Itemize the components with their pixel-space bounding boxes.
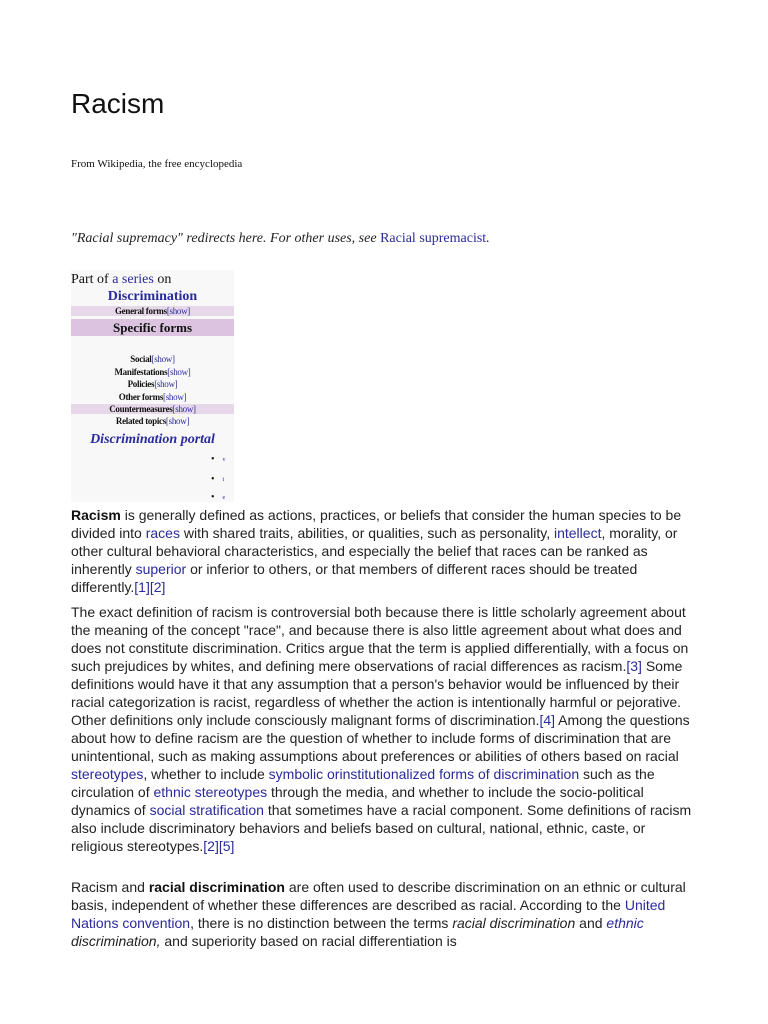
sidebar-row-label: Other forms (118, 392, 164, 402)
paragraph-definition (71, 603, 701, 855)
text-run: through the media, and whether to include the socio-political dynamics of (71, 784, 644, 818)
text-run: Racism and (71, 879, 149, 895)
citation-3[interactable]: [3] (626, 658, 642, 674)
citation-5[interactable]: [5] (218, 838, 235, 854)
sidebar-bullet-t: • t (211, 474, 225, 485)
sidebar-bullet-e: • e (211, 492, 226, 503)
paragraph-intro (71, 506, 701, 596)
hatnote-text: "Racial supremacy" redirects here. For other uses, see (71, 231, 381, 246)
text-run: or inferior to others, or that members of different races should be treated differently. (71, 561, 638, 595)
view-template-link[interactable]: v (222, 456, 226, 463)
paragraph-discrimination (71, 878, 701, 950)
text-run: , there is no distinction between the terms (190, 915, 453, 931)
page-tagline: From Wikipedia, the free encyclopedia (71, 158, 243, 170)
sidebar-row-manifestations (71, 367, 234, 377)
superior-link[interactable]: superior (135, 561, 187, 577)
text-run: and superiority based on racial differentiation is (160, 933, 457, 949)
symbolic-link[interactable]: symbolic or (268, 766, 340, 782)
races-link[interactable]: races (145, 525, 180, 541)
text-run: , whether to include (143, 766, 269, 782)
sidebar-row-label: General forms (114, 306, 167, 316)
show-toggle[interactable]: [show] (163, 392, 187, 402)
series-sidebar (71, 270, 234, 502)
show-toggle[interactable]: [show] (151, 354, 175, 364)
talk-template-link[interactable]: t (222, 476, 225, 483)
citation-2[interactable]: [2] (149, 579, 166, 595)
social-stratification-link[interactable]: social stratification (149, 802, 264, 818)
text-run: that sometimes have a racial component. Some definitions of racism also include discriminatory behaviors and beliefs based on cultural, national, ethnic, caste, or religious stereotypes. (71, 802, 692, 854)
citation-4[interactable]: [4] (539, 712, 556, 728)
text-run: Some definitions would have it that any assumption that a person's behavior would be influenced by their racial categorization is racist, regardless of whether the action is intentionally harmful or pejorative. Other definitions only include consciously malignant forms of discrimination. (71, 658, 683, 728)
text-run: with shared traits, abilities, or qualities, such as personality, (179, 525, 554, 541)
part-of-text: Part of (71, 272, 113, 287)
intellect-link[interactable]: intellect (553, 525, 602, 541)
show-toggle[interactable]: [show] (165, 416, 190, 426)
ethnic-stereotypes-link[interactable]: ethnic stereotypes (153, 784, 268, 800)
text-run: such as the circulation of (71, 766, 655, 800)
text-run: The exact definition of racism is controversial both because there is little scholarly agreement about the meaning of the concept "race", and because there is also little agreement about what does and does not constitute discrimination. Critics argue that the term is applied differentially, with a focus on such prejudices by whites, and defining mere observations of racial differences as racism. (71, 604, 689, 674)
citation-1[interactable]: [1] (134, 579, 150, 595)
sidebar-row-label: Social (130, 354, 152, 364)
sidebar-row-other-forms (71, 392, 234, 402)
sidebar-specific-forms: Specific forms (71, 319, 234, 336)
institutionalized-discrimination-link[interactable]: institutionalized forms of discrimination (339, 766, 580, 782)
sidebar-row-label: Manifestations (114, 367, 168, 377)
show-toggle[interactable]: [show] (167, 367, 191, 377)
united-nations-convention-link[interactable]: United Nations convention (71, 897, 666, 931)
text-run: are often used to describe discrimination on an ethnic or cultural basis, independent of whether these differences are described as racial. According to the (71, 879, 686, 913)
discrimination-portal-link[interactable]: Discrimination portal (90, 432, 215, 447)
page-title: Racism (71, 88, 165, 119)
edit-template-link[interactable]: e (222, 494, 226, 501)
bold-term-racism: Racism (71, 507, 121, 523)
bold-term-racial-discrimination: racial discrimination (148, 879, 285, 895)
series-link[interactable]: a series (112, 272, 154, 287)
text-run: is generally defined as actions, practices, or beliefs that consider the human species to be divided into (71, 507, 682, 541)
on-text: on (153, 272, 172, 287)
italic-term: racial discrimination (452, 915, 576, 931)
sidebar-row-policies (71, 379, 234, 389)
show-toggle[interactable]: [show] (154, 379, 178, 389)
sidebar-row-general (71, 306, 234, 316)
citation-2[interactable]: [2] (203, 838, 219, 854)
sidebar-row-social (71, 354, 234, 364)
sidebar-bullet-v: • v (211, 454, 226, 465)
ethnic-link[interactable]: ethnic (606, 915, 644, 931)
sidebar-row-countermeasures (71, 404, 234, 414)
sidebar-row-label: Countermeasures (109, 404, 173, 414)
stereotypes-link[interactable]: stereotypes (71, 766, 144, 782)
sidebar-part-of (71, 272, 171, 288)
sidebar-row-label: Policies (127, 379, 155, 389)
sidebar-heading-link[interactable]: Discrimination (107, 289, 198, 304)
racial-supremacist-link[interactable]: Racial supremacist (380, 231, 487, 246)
text-run: Among the questions about how to define racism are the question of whether to include forms of discrimination that are unintentional, such as making assumptions about preferences or abilities of others based on racial (71, 712, 690, 764)
hatnote (71, 231, 490, 247)
text-run: and (575, 915, 607, 931)
sidebar-row-related-topics (71, 416, 234, 426)
show-toggle[interactable]: [show] (172, 404, 196, 414)
italic-term: discrimination, (71, 933, 161, 949)
text-run: , morality, or other cultural behavioral characteristics, and especially the belief that races can be ranked as inherently (71, 525, 678, 577)
sidebar-row-label: Related topics (115, 416, 166, 426)
hatnote-end: . (486, 231, 490, 246)
show-toggle[interactable]: [show] (166, 306, 191, 316)
